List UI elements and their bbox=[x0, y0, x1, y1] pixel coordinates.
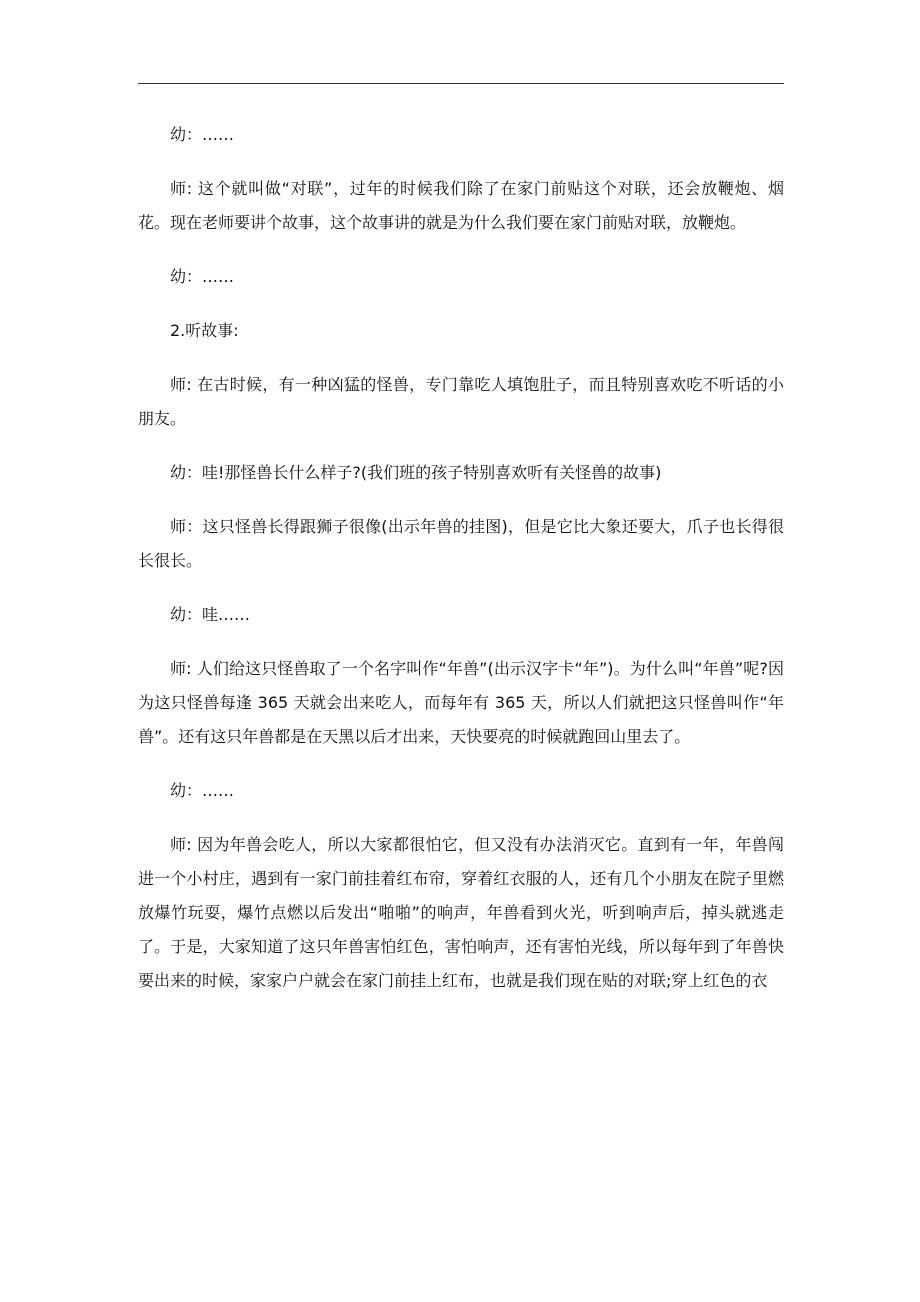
paragraph: 幼：…… bbox=[170, 125, 235, 144]
paragraph: 师：这只怪兽长得跟狮子很像(出示年兽的挂图)，但是它比大象还要大，爪子也长得很长很长。 bbox=[138, 517, 784, 570]
paragraph: 幼：…… bbox=[170, 781, 235, 800]
document-body bbox=[138, 118, 784, 1018]
header-rule bbox=[138, 83, 784, 84]
paragraph: 幼：哇!那怪兽长什么样子?(我们班的孩子特别喜欢听有关怪兽的故事) bbox=[170, 463, 662, 482]
section-heading: 2.听故事: bbox=[170, 321, 239, 340]
paragraph: 幼：哇…… bbox=[170, 605, 251, 624]
paragraph: 幼：…… bbox=[170, 267, 235, 286]
paragraph: 师: 在古时候，有一种凶猛的怪兽，专门靠吃人填饱肚子，而且特别喜欢吃不听话的小朋友。 bbox=[138, 375, 784, 428]
paragraph: 师: 因为年兽会吃人，所以大家都很怕它，但又没有办法消灭它。直到有一年，年兽闯进一个小村庄，遇到有一家门前挂着红布帘，穿着红衣服的人，还有几个小朋友在院子里燃放爆竹玩耍，爆竹点燃以后发出“啪啪”的响声，年兽看到火光，听到响声后，掉头就逃走了。于是，大家知道了这只年兽害怕红色，害怕响声，还有害怕光线，所以每年到了年兽快要出来的时候，家家户户就会在家门前挂上红布，也就是我们现在贴的对联;穿上红色的衣 bbox=[138, 835, 784, 990]
paragraph: 师: 这个就叫做“对联”，过年的时候我们除了在家门前贴这个对联，还会放鞭炮、烟花。现在老师要讲个故事，这个故事讲的就是为什么我们要在家门前贴对联，放鞭炮。 bbox=[138, 179, 784, 232]
paragraph: 师: 人们给这只怪兽取了一个名字叫作“年兽”(出示汉字卡“年”)。为什么叫“年兽”呢?因为这只怪兽每逢 365 天就会出来吃人，而每年有 365 天，所以人们就把这只怪兽叫作“年兽”。还有这只年兽都是在天黑以后才出来，天快要亮的时候就跑回山里去了。 bbox=[138, 659, 784, 746]
